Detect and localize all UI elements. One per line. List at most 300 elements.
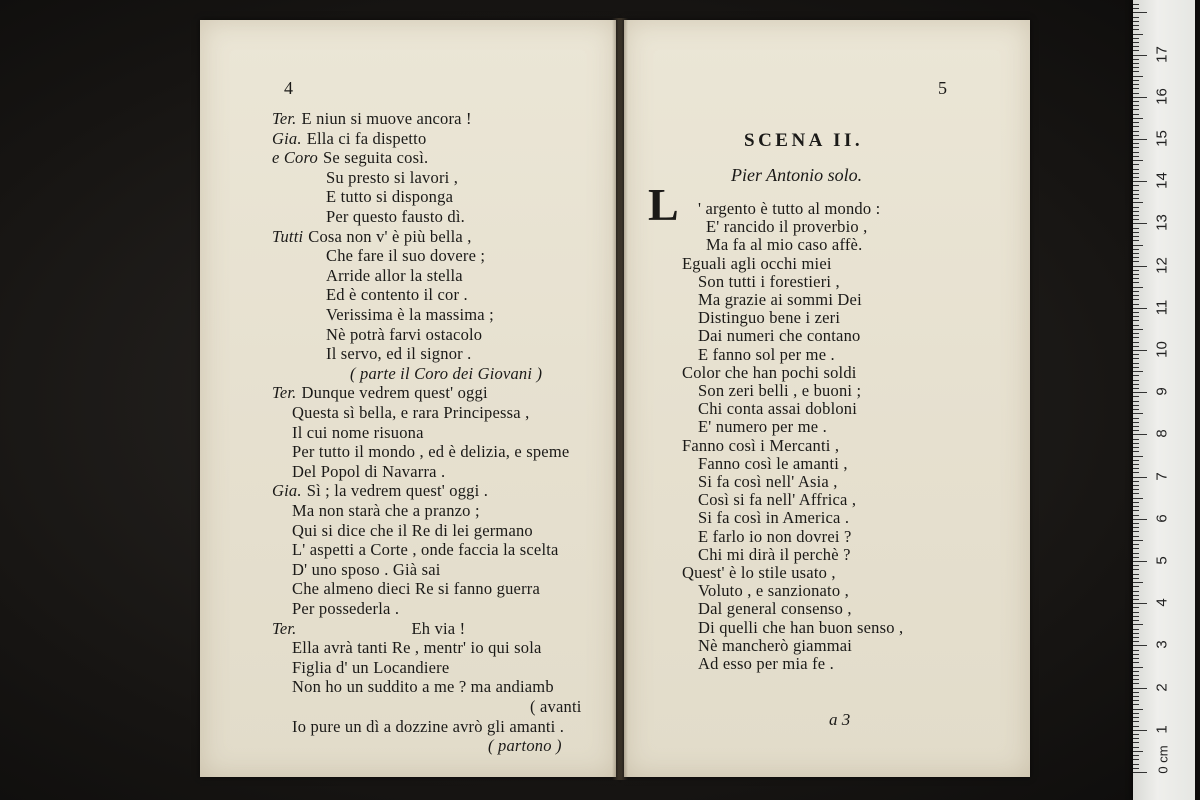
right-text-line: Chi conta assai dobloni — [698, 399, 858, 419]
ruler-tick — [1133, 363, 1139, 364]
ruler-tick — [1133, 80, 1139, 81]
ruler-tick — [1133, 135, 1139, 136]
ruler-tick — [1133, 325, 1139, 326]
ruler-tick — [1133, 620, 1139, 621]
ruler-tick — [1133, 430, 1139, 431]
verse-text: L' aspetti a Corte , onde faccia la scelta — [292, 540, 559, 560]
ruler-number: 11 — [1153, 299, 1171, 316]
ruler-tick — [1133, 519, 1147, 520]
speaker-label: Ter. — [272, 109, 297, 128]
left-text-line — [292, 463, 445, 481]
right-text-line: Dai numeri che contano — [698, 326, 861, 346]
ruler-tick — [1133, 409, 1139, 410]
ruler-tick — [1133, 228, 1139, 229]
ruler-number: 2 — [1153, 682, 1171, 692]
ruler-tick — [1133, 751, 1143, 752]
verse-text: Del Popol di Navarra . — [292, 461, 446, 481]
ruler-tick — [1133, 282, 1139, 283]
left-text-line — [326, 188, 453, 206]
ruler-tick — [1133, 67, 1139, 68]
ruler-tick — [1133, 726, 1139, 727]
ruler-tick — [1133, 71, 1139, 72]
ruler-tick — [1133, 63, 1139, 64]
ruler-number: 10 — [1153, 341, 1171, 358]
left-text-line — [292, 502, 480, 520]
left-text-line — [272, 149, 428, 167]
ruler-number: 15 — [1153, 130, 1171, 147]
ruler-tick — [1133, 371, 1143, 372]
ruler-tick — [1133, 312, 1139, 313]
ruler-tick — [1133, 274, 1139, 275]
left-text-line — [326, 208, 465, 226]
ruler-tick — [1133, 734, 1139, 735]
right-text-line: Così si fa nell' Affrica , — [698, 490, 857, 510]
ruler-tick — [1133, 147, 1139, 148]
ruler-tick — [1133, 658, 1139, 659]
ruler-tick — [1133, 624, 1143, 625]
ruler-tick — [1133, 591, 1139, 592]
ruler-tick — [1133, 8, 1139, 9]
ruler-tick — [1133, 42, 1139, 43]
ruler-tick — [1133, 316, 1139, 317]
ruler-tick — [1133, 654, 1139, 655]
verse-text: E tutto si disponga — [326, 187, 454, 207]
left-text-line — [292, 718, 564, 736]
ruler-tick — [1133, 527, 1139, 528]
left-page — [200, 20, 616, 777]
right-text-line: Nè mancherò giammai — [698, 635, 853, 655]
drop-capital: L — [648, 179, 679, 230]
verse-text: Su presto si lavori , — [326, 167, 459, 187]
ruler-tick — [1133, 692, 1139, 693]
ruler-tick — [1133, 485, 1139, 486]
ruler-tick — [1133, 599, 1139, 600]
ruler-tick — [1133, 118, 1143, 119]
ruler-tick — [1133, 358, 1139, 359]
right-text-line: Eguali agli occhi miei — [682, 253, 832, 273]
left-text-line — [326, 345, 472, 363]
ruler-tick — [1133, 595, 1139, 596]
verse-text: Ma non starà che a pranzo ; — [292, 501, 480, 520]
right-text-line: E' rancido il proverbio , — [706, 217, 868, 237]
ruler-tick — [1133, 616, 1139, 617]
right-text-line: ' argento è tutto al mondo : — [698, 199, 881, 218]
left-text-line — [326, 286, 468, 304]
ruler-tick — [1133, 156, 1139, 157]
ruler-number: 9 — [1153, 387, 1171, 396]
right-text-line: E farlo io non dovrei ? — [698, 526, 852, 546]
verse-text: Per questo fausto dì. — [326, 207, 465, 226]
ruler-tick — [1133, 401, 1139, 402]
ruler-tick — [1133, 308, 1147, 309]
scene-heading: SCENA II. — [744, 130, 864, 151]
ruler-tick — [1133, 354, 1139, 355]
speaker-label: Ter. — [272, 383, 297, 403]
ruler-tick — [1133, 422, 1139, 423]
ruler-tick — [1133, 181, 1147, 182]
ruler-tick — [1133, 747, 1139, 748]
left-text-line — [292, 639, 542, 657]
verse-text: Questa sì bella, e rara Principessa , — [292, 403, 530, 422]
left-text-line — [326, 169, 458, 187]
verse-text: Il cui nome risuona — [292, 422, 424, 442]
left-text-line — [272, 482, 488, 500]
verse-text: Nè potrà farvi ostacolo — [326, 324, 483, 344]
left-text-line — [326, 306, 494, 324]
ruler-tick — [1133, 152, 1139, 153]
ruler-tick — [1133, 633, 1139, 634]
ruler-tick — [1133, 637, 1139, 638]
right-text-line: Ad esso per mia fe . — [698, 654, 834, 673]
speaker-label: Gia. — [272, 128, 302, 148]
ruler-number: 14 — [1153, 172, 1171, 190]
ruler-tick — [1133, 536, 1139, 537]
ruler-unit-label: 0 cm — [1155, 745, 1171, 774]
left-text-line — [272, 130, 426, 148]
ruler-tick — [1133, 131, 1139, 132]
ruler-tick — [1133, 219, 1139, 220]
ruler-tick — [1133, 721, 1139, 722]
ruler-tick — [1133, 207, 1139, 208]
verse-text: Sì ; la vedrem quest' oggi . — [306, 481, 489, 501]
ruler-tick — [1133, 337, 1139, 338]
ruler-tick — [1133, 160, 1143, 161]
verse-text: ( parte il Coro dei Giovani ) — [350, 363, 543, 383]
ruler-tick — [1133, 468, 1139, 469]
left-text-line — [292, 600, 399, 618]
ruler-number: 1 — [1153, 725, 1171, 734]
ruler-tick — [1133, 443, 1139, 444]
left-text-line — [292, 659, 449, 677]
verse-text: Cosa non v' è più bella , — [308, 226, 472, 246]
verse-text: ( partono ) — [488, 736, 562, 756]
signature-mark: a 3 — [829, 710, 851, 729]
left-text-line — [292, 541, 559, 559]
ruler-tick — [1133, 211, 1139, 212]
ruler-tick — [1133, 46, 1139, 47]
ruler-tick — [1133, 675, 1139, 676]
ruler-tick — [1133, 367, 1139, 368]
speaker-label: Ter. — [272, 618, 297, 638]
right-text-line: E' numero per me . — [698, 417, 827, 437]
ruler-tick — [1133, 261, 1139, 262]
ruler-tick — [1133, 17, 1139, 18]
verse-text: E niun si muove ancora ! — [301, 109, 472, 128]
right-text-line: Ma fa al mio caso affè. — [706, 235, 863, 255]
ruler-tick — [1133, 396, 1139, 397]
left-text-line — [326, 267, 463, 285]
ruler-number: 12 — [1153, 256, 1171, 274]
ruler-tick — [1133, 88, 1139, 89]
ruler-tick — [1133, 384, 1139, 385]
right-text-line: Si fa così in America . — [698, 508, 850, 528]
right-text-line: Si fa così nell' Asia , — [698, 472, 838, 491]
ruler-tick — [1133, 477, 1147, 478]
ruler-tick — [1133, 531, 1139, 532]
ruler-tick — [1133, 236, 1139, 237]
left-text-line — [326, 326, 482, 344]
ruler-tick — [1133, 29, 1139, 30]
ruler-tick — [1133, 198, 1139, 199]
verse-text: Io pure un dì a dozzine avrò gli amanti . — [292, 716, 565, 736]
ruler-tick — [1133, 375, 1139, 376]
ruler-tick — [1133, 641, 1139, 642]
ruler-tick — [1133, 472, 1139, 473]
right-text-line: Voluto , e sanzionato , — [698, 581, 849, 601]
verse-text: ( avanti — [530, 697, 582, 716]
ruler-tick — [1133, 489, 1139, 490]
ruler-tick — [1133, 59, 1139, 60]
ruler-tick — [1133, 451, 1139, 452]
ruler-tick — [1133, 742, 1139, 743]
ruler-tick — [1133, 223, 1147, 224]
ruler-number: 17 — [1153, 45, 1171, 63]
ruler-tick — [1133, 164, 1139, 165]
ruler-tick — [1133, 688, 1147, 689]
verse-text: Non ho un suddito a me ? ma andiamb — [292, 677, 554, 697]
ruler-number: 6 — [1153, 514, 1171, 523]
verse-text: Arride allor la stella — [326, 265, 463, 285]
ruler-tick — [1133, 755, 1139, 756]
ruler-tick — [1133, 662, 1139, 663]
ruler-tick — [1133, 173, 1139, 174]
ruler-tick — [1133, 650, 1139, 651]
ruler-tick — [1133, 717, 1139, 718]
ruler-tick — [1133, 434, 1147, 435]
left-text-line — [272, 110, 472, 128]
ruler-tick — [1133, 544, 1139, 545]
ruler-tick — [1133, 759, 1139, 760]
right-text-line: Ma grazie ai sommi Dei — [698, 290, 862, 309]
left-text-line — [292, 561, 441, 579]
right-text-line: Son tutti i forestieri , — [698, 271, 840, 291]
ruler-tick — [1133, 295, 1139, 296]
left-text-line — [292, 443, 569, 461]
ruler-number: 8 — [1153, 429, 1171, 439]
ruler-tick — [1133, 169, 1139, 170]
left-text-line — [350, 365, 542, 383]
ruler-tick — [1133, 12, 1147, 13]
ruler-tick — [1133, 464, 1139, 465]
ruler-tick — [1133, 21, 1139, 22]
ruler-tick — [1133, 540, 1143, 541]
ruler-tick — [1133, 502, 1139, 503]
ruler-number: 13 — [1153, 214, 1171, 232]
ruler-tick — [1133, 392, 1147, 393]
ruler-tick — [1133, 603, 1147, 604]
ruler-tick — [1133, 645, 1147, 646]
ruler-tick — [1133, 257, 1139, 258]
ruler-tick — [1133, 320, 1139, 321]
ruler-tick — [1133, 55, 1147, 56]
left-text-line — [488, 737, 562, 755]
ruler-tick — [1133, 342, 1139, 343]
book-gutter — [612, 18, 628, 780]
ruler-tick — [1133, 607, 1139, 608]
verse-text: Per tutto il mondo , ed è delizia, e speme — [292, 442, 570, 462]
left-text-line — [292, 404, 529, 422]
ruler-number: 4 — [1153, 598, 1171, 607]
left-text-line — [326, 247, 485, 265]
ruler-tick — [1133, 240, 1139, 241]
ruler-tick — [1133, 304, 1139, 305]
ruler-number: 5 — [1153, 556, 1171, 565]
ruler-tick — [1133, 506, 1139, 507]
verse-text: Dunque vedrem quest' oggi — [301, 383, 488, 403]
ruler-tick — [1133, 456, 1143, 457]
ruler-tick — [1133, 122, 1139, 123]
ruler-tick — [1133, 764, 1139, 765]
verse-text: Il servo, ed il signor . — [326, 344, 472, 364]
ruler-tick — [1133, 291, 1139, 292]
right-text-line: E fanno sol per me . — [698, 344, 835, 364]
right-page-number: 5 — [938, 78, 947, 98]
ruler-tick — [1133, 202, 1143, 203]
verse-text: Che almeno dieci Re si fanno guerra — [292, 579, 540, 599]
ruler-tick — [1133, 515, 1139, 516]
speaker-label: Tutti — [272, 226, 304, 246]
left-text-line — [272, 384, 488, 402]
ruler-tick — [1133, 413, 1143, 414]
ruler-tick — [1133, 245, 1143, 246]
ruler-tick — [1133, 388, 1139, 389]
ruler-tick — [1133, 101, 1139, 102]
ruler-tick — [1133, 481, 1139, 482]
verse-text: Ella ci fa dispetto — [306, 128, 427, 148]
ruler-tick — [1133, 557, 1139, 558]
ruler-tick — [1133, 696, 1139, 697]
ruler-tick — [1133, 139, 1147, 140]
ruler-tick — [1133, 426, 1139, 427]
ruler-tick — [1133, 253, 1139, 254]
verse-text: Che fare il suo dovere ; — [326, 246, 486, 266]
verse-text: Per possederla . — [292, 599, 400, 618]
left-page-number: 4 — [284, 78, 293, 98]
verse-text: Ed è contento il cor . — [326, 285, 468, 305]
right-text-line: Color che han pochi soldi — [682, 362, 857, 382]
left-text-line — [292, 424, 424, 442]
ruler-tick — [1133, 493, 1139, 494]
ruler-tick — [1133, 768, 1139, 769]
ruler-tick — [1133, 498, 1143, 499]
ruler-tick — [1133, 629, 1139, 630]
ruler-tick — [1133, 548, 1139, 549]
ruler-tick — [1133, 561, 1147, 562]
ruler-tick — [1133, 380, 1139, 381]
ruler-tick — [1133, 278, 1139, 279]
ruler-tick — [1133, 114, 1139, 115]
ruler-tick — [1133, 4, 1139, 5]
ruler-tick — [1133, 299, 1139, 300]
ruler-tick — [1133, 460, 1139, 461]
ruler-tick — [1133, 76, 1143, 77]
ruler-number: 16 — [1153, 87, 1171, 105]
left-text-line — [272, 620, 465, 638]
ruler-tick — [1133, 143, 1139, 144]
left-text-line — [292, 522, 533, 540]
ruler-tick — [1133, 612, 1139, 613]
right-text-line: Quest' è lo stile usato , — [682, 563, 836, 582]
verse-text: D' uno sposo . Già sai — [292, 559, 441, 579]
right-text-line: Son zeri belli , e buoni ; — [698, 381, 862, 400]
ruler-tick — [1133, 266, 1147, 267]
ruler-tick — [1133, 346, 1139, 347]
right-text-line: Dal general consenso , — [698, 599, 852, 619]
ruler-tick — [1133, 510, 1139, 511]
ruler-tick — [1133, 93, 1139, 94]
ruler-tick — [1133, 270, 1139, 271]
left-text-line — [272, 228, 472, 246]
ruler-tick — [1133, 329, 1143, 330]
ruler-tick — [1133, 350, 1147, 351]
ruler-tick — [1133, 287, 1143, 288]
right-page — [624, 20, 1030, 777]
verse-text: Se seguita così. — [322, 148, 429, 168]
ruler-tick — [1133, 565, 1139, 566]
ruler-tick — [1133, 704, 1139, 705]
ruler-tick — [1133, 574, 1139, 575]
ruler-tick — [1133, 84, 1139, 85]
ruler-tick — [1133, 418, 1139, 419]
right-text-line: Di quelli che han buon senso , — [698, 617, 904, 637]
ruler-tick — [1133, 249, 1139, 250]
left-text-line — [530, 698, 582, 716]
ruler-tick — [1133, 772, 1147, 773]
verse-text: Verissima è la massima ; — [326, 305, 494, 324]
right-text-line: Chi mi dirà il perchè ? — [698, 544, 851, 564]
verse-text: Figlia d' un Locandiere — [292, 657, 450, 677]
ruler-tick — [1133, 553, 1139, 554]
scene-subheading: Pier Antonio solo. — [731, 165, 863, 185]
ruler-tick — [1133, 578, 1139, 579]
ruler-tick — [1133, 194, 1139, 195]
ruler-tick — [1133, 439, 1139, 440]
ruler-tick — [1133, 190, 1139, 191]
ruler-tick — [1133, 25, 1139, 26]
ruler-number: 3 — [1153, 640, 1171, 650]
ruler-tick — [1133, 671, 1139, 672]
ruler-tick — [1133, 523, 1139, 524]
ruler-tick — [1133, 50, 1139, 51]
ruler-tick — [1133, 215, 1139, 216]
ruler-tick — [1133, 700, 1139, 701]
left-text-line — [292, 580, 540, 598]
ruler-tick — [1133, 730, 1147, 731]
ruler-tick — [1133, 333, 1139, 334]
speaker-label: Gia. — [272, 481, 302, 501]
ruler-tick — [1133, 569, 1139, 570]
ruler-tick — [1133, 185, 1139, 186]
right-text-line: Fanno così i Mercanti , — [682, 435, 840, 455]
ruler-tick — [1133, 713, 1139, 714]
verse-text: Ella avrà tanti Re , mentr' io qui sola — [292, 638, 542, 658]
right-text-line: Distinguo bene i zeri — [698, 308, 841, 328]
ruler-tick — [1133, 405, 1139, 406]
ruler-tick — [1133, 232, 1139, 233]
ruler-tick — [1133, 738, 1139, 739]
ruler-tick — [1133, 586, 1139, 587]
ruler-tick — [1133, 582, 1143, 583]
verse-text: Qui si dice che il Re di lei germano — [292, 520, 533, 540]
measuring-ruler — [1133, 0, 1195, 800]
ruler-tick — [1133, 38, 1139, 39]
ruler-tick — [1133, 109, 1139, 110]
left-text-line — [292, 678, 554, 696]
ruler-tick — [1133, 177, 1139, 178]
ruler-tick — [1133, 667, 1143, 668]
ruler-tick — [1133, 679, 1139, 680]
ruler-tick — [1133, 105, 1139, 106]
